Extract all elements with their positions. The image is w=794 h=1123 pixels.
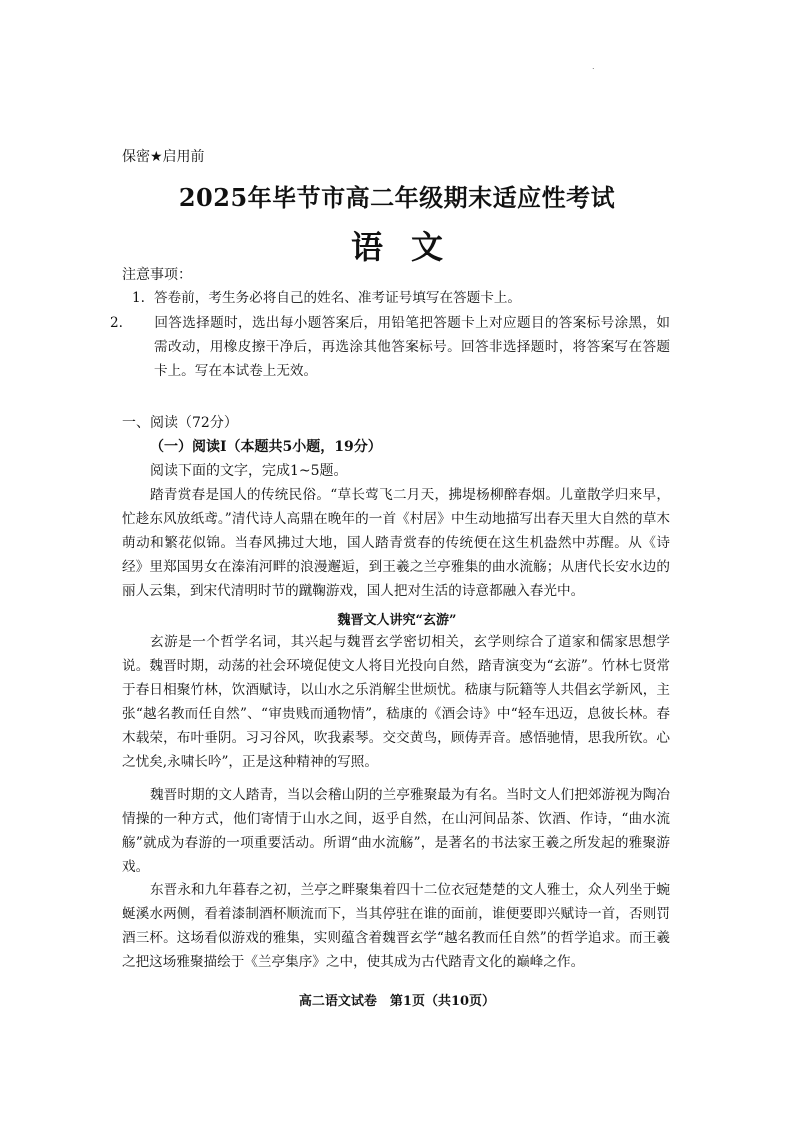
notes-heading: 注意事项： <box>122 267 192 283</box>
section-heading: 一、阅读（72分） <box>122 415 238 431</box>
note-text: 回答选择题时，选出每小题答案后，用铅笔把答题卡上对应题目的答案标号涂黑，如需改动，用橡皮擦干净后，再选涂其他答案标号。回答非选择题时，将答案写在答题卡上。写在本试卷上无效。 <box>154 315 670 379</box>
note-number: 1. <box>132 290 145 306</box>
article-paragraph-2: 魏晋时期的文人踏青，当以会稽山阴的兰亭雅聚最为有名。当时文人们把郊游视为陶冶情操的一种方式，他们寄情于山水之间，返乎自然，在山河间品茶、饮酒、作诗，“曲水流觞”就成为春游的一项重要活动。所谓“曲水流觞”，是著名的书法家王羲之所发起的雅聚游戏。 <box>122 787 670 875</box>
intro-paragraph: 踏青赏春是国人的传统民俗。“草长莺飞二月天，拂堤杨柳醉春烟。儿童散学归来早，忙趁东风放纸鸢。”清代诗人高鼎在晚年的一首《村居》中生动地描写出春天里大自然的草木萌动和繁花似锦。当春风拂过大地，国人踏青赏春的传统便在这生机盎然中苏醒。从《诗经》里郑国男女在溱洧河畔的浪漫邂逅，到王羲之兰亭雅集的曲水流觞；从唐代长安水边的丽人云集，到宋代清明时节的蹴鞠游戏，国人把对生活的诗意都融入春光中。 <box>122 487 670 599</box>
confidential-label: 保密★启用前 <box>122 149 205 165</box>
note-text: 答卷前，考生务必将自己的姓名、准考证号填写在答题卡上。 <box>154 290 522 306</box>
exam-title: 2025年毕节市高二年级期末适应性考试 <box>178 183 616 212</box>
note-item-2 <box>110 311 670 383</box>
subsection-heading: （一）阅读Ⅰ（本题共5小题，19分） <box>150 439 382 455</box>
reading-instruction: 阅读下面的文字，完成1~5题。 <box>150 463 348 479</box>
note-item-1 <box>132 286 670 310</box>
article-paragraph-3: 东晋永和九年暮春之初，兰亭之畔聚集着四十二位衣冠楚楚的文人雅士，众人列坐于蜿蜒溪水两侧，看着漆制酒杯顺流而下，当其停驻在谁的面前，谁便要即兴赋诗一首，否则罚酒三杯。这场看似游戏的雅集，实则蕴含着魏晋玄学“越名教而任自然”的哲学追求。而王羲之把这场雅聚描绘于《兰亭集序》之中，使其成为古代踏青文化的巅峰之作。 <box>122 882 670 970</box>
page-footer: 高二语文试卷 第1页（共10页） <box>298 994 496 1009</box>
article-paragraph-1: 玄游是一个哲学名词，其兴起与魏晋玄学密切相关，玄学则综合了道家和儒家思想学说。魏晋时期，动荡的社会环境促使文人将目光投向自然，踏青演变为“玄游”。竹林七贤常于春日相聚竹林，饮酒赋诗，以山水之乐消解尘世烦忧。嵇康与阮籍等人共倡玄学新风，主张“越名教而任自然”、“审贵贱而通物情”，嵇康的《酒会诗》中“轻车迅迈，息彼长林。春木载荣，布叶垂阴。习习谷风，吹我素琴。交交黄鸟，顾俦弄音。感悟驰情，思我所钦。心之忧矣,永啸长吟”，正是这种精神的写照。 <box>122 634 670 770</box>
article-title: 魏晋文人讲究“玄游” <box>337 613 457 628</box>
corner-mark: . <box>592 62 595 71</box>
subject-title: 语文 <box>350 228 471 266</box>
note-number: 2. <box>110 315 123 331</box>
